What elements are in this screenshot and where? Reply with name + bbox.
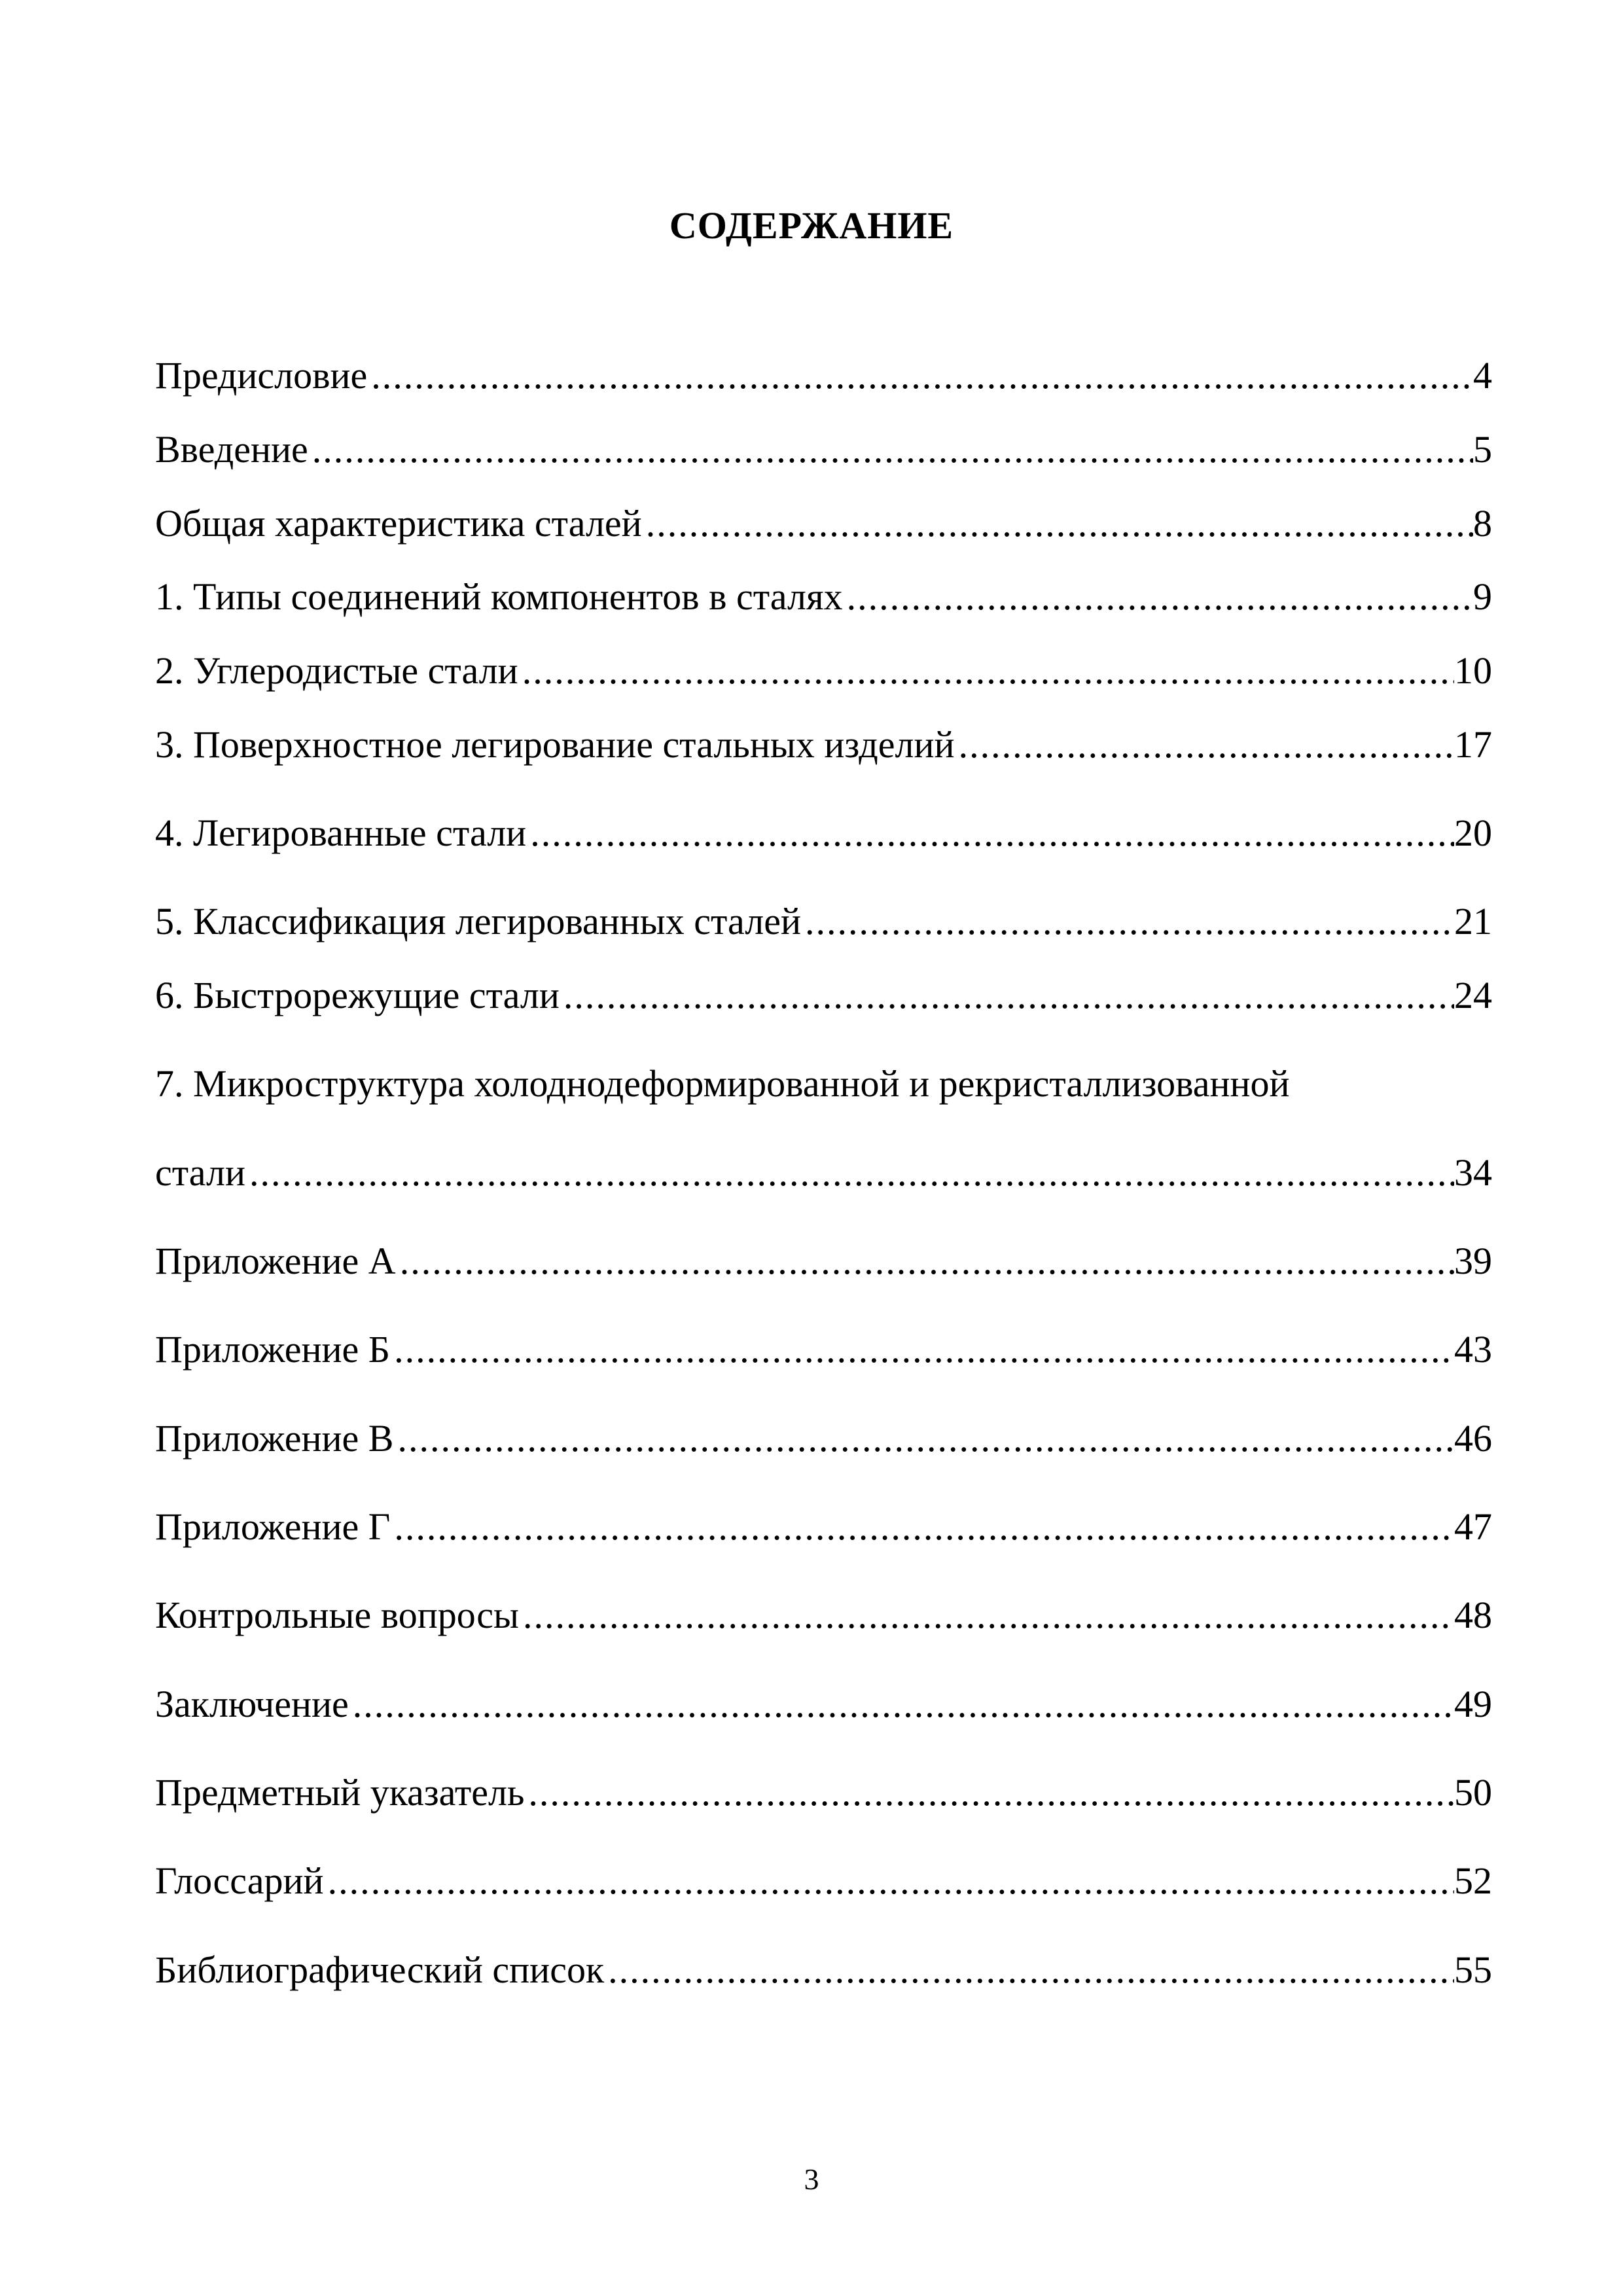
toc-entry-label: 2. Углеродистые стали — [155, 649, 518, 692]
toc-entry — [155, 1499, 1492, 1554]
dot-leader — [518, 643, 1454, 698]
toc-entry-page: 4 — [1473, 354, 1492, 397]
toc-entry-label: 7. Микроструктура холоднодеформированной и рекристаллизованной — [155, 1062, 1290, 1105]
dot-leader — [524, 1765, 1454, 1820]
toc-entry — [155, 1588, 1492, 1643]
toc-entry-page: 8 — [1473, 502, 1492, 545]
dot-leader — [843, 569, 1473, 624]
toc-entry-label: Приложение Б — [155, 1328, 391, 1371]
toc-entry-label: 1. Типы соединений компонентов в сталях — [155, 575, 843, 618]
toc-entry — [155, 1411, 1492, 1466]
toc-entry-label: 6. Быстрорежущие стали — [155, 974, 560, 1016]
toc-entry-label: 4. Легированные стали — [155, 812, 527, 854]
dot-leader — [308, 422, 1473, 477]
dot-leader — [390, 1322, 1454, 1377]
dot-leader — [393, 1411, 1454, 1466]
toc-entry-page: 52 — [1454, 1859, 1492, 1902]
dot-leader — [526, 806, 1454, 861]
toc-entry-page: 47 — [1454, 1505, 1492, 1548]
toc-entry-label: Заключение — [155, 1683, 349, 1725]
toc-entry-page: 43 — [1454, 1328, 1492, 1371]
toc-entry-page: 39 — [1454, 1240, 1492, 1282]
toc-entry — [155, 806, 1492, 861]
toc-entry-page: 9 — [1473, 575, 1492, 618]
toc-entry-page: 10 — [1454, 649, 1492, 692]
toc-entry-label: Введение — [155, 428, 308, 471]
toc-entry-label: Глоссарий — [155, 1859, 324, 1902]
toc-entry-page: 55 — [1454, 1948, 1492, 1991]
dot-leader — [955, 717, 1454, 772]
toc-entry — [155, 1234, 1492, 1289]
dot-leader — [396, 1234, 1454, 1289]
toc-entry — [155, 643, 1492, 698]
dot-leader — [519, 1588, 1454, 1643]
toc-entry-label: Приложение А — [155, 1240, 396, 1282]
toc-entry — [155, 1943, 1492, 1998]
toc-entry — [155, 1765, 1492, 1820]
toc-entry-label: Предметный указатель — [155, 1771, 525, 1814]
dot-leader — [367, 348, 1473, 403]
dot-leader — [324, 1854, 1454, 1909]
toc-entry — [155, 422, 1492, 477]
dot-leader — [245, 1145, 1454, 1200]
dot-leader — [642, 496, 1473, 551]
dot-leader — [349, 1677, 1454, 1732]
toc-entry-page: 48 — [1454, 1594, 1492, 1636]
toc-entry — [155, 968, 1492, 1023]
toc-entry-label: 5. Классификация легированных сталей — [155, 900, 802, 942]
toc-entry-page: 5 — [1473, 428, 1492, 471]
toc-entry-label: Приложение В — [155, 1417, 394, 1460]
toc-entry-label: Библиографический список — [155, 1948, 605, 1991]
page-number: 3 — [804, 2162, 819, 2196]
toc-entry-label: Предисловие — [155, 354, 368, 397]
page-title: СОДЕРЖАНИЕ — [669, 204, 954, 247]
dot-leader — [801, 894, 1454, 949]
toc-entry — [155, 496, 1492, 551]
toc-entry-label: Контрольные вопросы — [155, 1594, 519, 1636]
toc-entry — [155, 569, 1492, 624]
toc-entry-page: 24 — [1454, 974, 1492, 1016]
toc-entry — [155, 1677, 1492, 1732]
toc-entry — [155, 1322, 1492, 1377]
toc-entry-label: 3. Поверхностное легирование стальных изделий — [155, 723, 955, 766]
toc-entry-label: Общая характеристика сталей — [155, 502, 642, 545]
dot-leader — [390, 1499, 1454, 1554]
toc-entry — [155, 1854, 1492, 1909]
toc-entry-page: 20 — [1454, 812, 1492, 854]
toc-entry-continuation: стали — [155, 1151, 246, 1194]
toc-entry-label: Приложение Г — [155, 1505, 391, 1548]
toc-entry-page: 46 — [1454, 1417, 1492, 1460]
toc-entry-page: 50 — [1454, 1771, 1492, 1814]
toc-entry-page: 21 — [1454, 900, 1492, 942]
toc-entry — [155, 348, 1492, 403]
toc-entry-page: 34 — [1454, 1151, 1492, 1194]
toc-entry — [155, 1145, 1492, 1200]
toc-entry — [155, 894, 1492, 949]
toc-entry-page: 17 — [1454, 723, 1492, 766]
dot-leader — [560, 968, 1454, 1023]
toc-entry — [155, 717, 1492, 772]
dot-leader — [604, 1943, 1454, 1998]
toc-entry-page: 49 — [1454, 1683, 1492, 1725]
